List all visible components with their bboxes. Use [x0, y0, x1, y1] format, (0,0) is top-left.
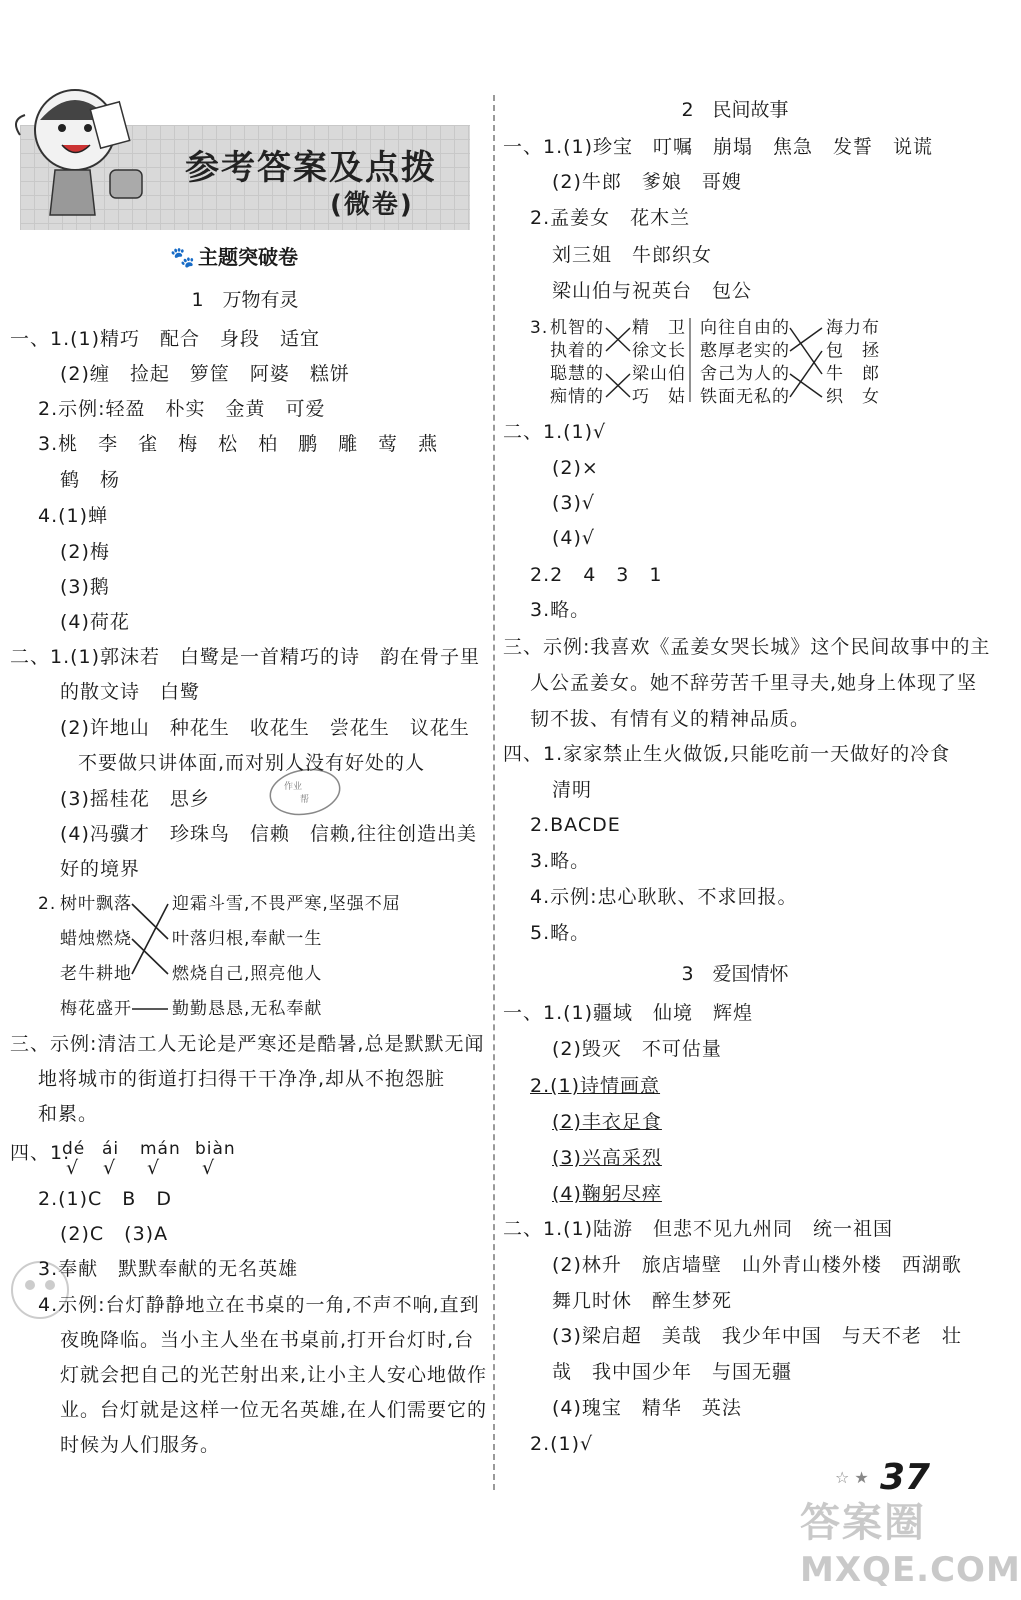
answer-line: 灯就会把自己的光芒射出来,让小主人安心地做作	[60, 1364, 488, 1386]
match-b-left: 舍己为人的	[700, 364, 790, 384]
answer-line: 二、1.(1)√	[503, 421, 607, 443]
match-b-right: 海力布	[826, 318, 880, 338]
answer-line: 3.略。	[530, 850, 591, 872]
match-a-right: 徐文长	[632, 341, 686, 361]
match-b-right: 包 拯	[826, 341, 880, 361]
answer-line: 韧不拔、有情有义的精神品质。	[530, 708, 811, 730]
match-number: 3.	[530, 318, 549, 338]
answer-line: 鹤 杨	[60, 469, 121, 491]
star-decoration-icon: ☆ ★	[835, 1468, 869, 1487]
answer-line: 3.桃 李 雀 梅 松 柏 鹏 雕 莺 燕	[38, 433, 439, 455]
answer-line: 一、1.(1)疆域 仙境 辉煌	[503, 1002, 754, 1024]
pinyin-item: dé	[62, 1139, 86, 1159]
answer-line: (4)√	[552, 527, 596, 549]
answer-line: (3)梁启超 美哉 我少年中国 与天不老 壮	[552, 1325, 962, 1347]
match-a-left: 机智的	[550, 318, 604, 338]
answer-line: 三、示例:我喜欢《孟姜女哭长城》这个民间故事中的主	[503, 636, 991, 658]
answer-line: 地将城市的街道打扫得干干净净,却从不抱怨脏	[38, 1068, 446, 1090]
answer-line: 4.示例:忠心耿耿、不求回报。	[530, 886, 798, 908]
answer-line: 舞几时休 醉生梦死	[552, 1290, 733, 1312]
answer-line: (2)缠 捡起 箩筐 阿婆 糕饼	[60, 363, 350, 385]
match-a-right: 精 卫	[632, 318, 686, 338]
watermark-url: MXQE.COM	[800, 1550, 1021, 1590]
answer-line: (2)梅	[60, 541, 110, 563]
answer-line: (2)C (3)A	[60, 1223, 169, 1245]
match-a-left: 聪慧的	[550, 364, 604, 384]
section-title: 主题突破卷	[198, 245, 298, 269]
answer-line: 刘三姐 牛郎织女	[552, 244, 713, 266]
pinyin-item: mán	[140, 1139, 181, 1159]
answer-line: 时候为人们服务。	[60, 1434, 221, 1456]
match-right-item: 叶落归根,奉献一生	[172, 929, 323, 949]
answer-line: 夜晚降临。当小主人坐在书桌前,打开台灯时,台	[60, 1329, 475, 1351]
answer-line: (3)√	[552, 492, 596, 514]
check-mark: √	[103, 1157, 117, 1179]
match-a-right: 巧 姑	[632, 387, 686, 407]
answer-line: 人公孟姜女。她不辞劳苦千里寻夫,她身上体现了坚	[530, 672, 978, 694]
answer-line: (2)×	[552, 457, 599, 479]
pinyin-item: ái	[102, 1139, 120, 1159]
match-a-left: 执着的	[550, 341, 604, 361]
answer-line: 3.略。	[530, 599, 591, 621]
match-b-left: 憨厚老实的	[700, 341, 790, 361]
match-right-item: 勤勤恳恳,无私奉献	[172, 999, 323, 1019]
answer-line: 5.略。	[530, 922, 591, 944]
answer-line: (3)鹅	[60, 576, 110, 598]
stamp-text: 帮	[300, 795, 310, 805]
answer-line: (2)许地山 种花生 收花生 尝花生 议花生	[60, 717, 470, 739]
pinyin-item: biàn	[195, 1139, 236, 1159]
answer-line: (2)林升 旅店墙壁 山外青山楼外楼 西湖歌	[552, 1254, 962, 1276]
answer-line: 2.(1)√	[530, 1433, 594, 1455]
stamp-text: 作业	[284, 782, 303, 792]
answer-line: 的散文诗 白鹭	[60, 681, 201, 703]
answer-line: 4.(1)蝉	[38, 505, 109, 527]
chapter-heading: 1 万物有灵	[191, 289, 299, 311]
answer-line: (3)摇桂花 思乡	[60, 788, 210, 810]
page-number: 37	[880, 1457, 931, 1498]
answer-line: 4.示例:台灯静静地立在书桌的一角,不声不响,直到	[38, 1294, 480, 1316]
check-mark: √	[66, 1157, 80, 1179]
pinyin-prefix: 四、1.	[10, 1142, 71, 1164]
answer-line: 一、1.(1)精巧 配合 身段 适宜	[10, 328, 321, 350]
answer-line: 2.BACDE	[530, 814, 621, 836]
answer-line: (2)毁灭 不可估量	[552, 1038, 722, 1060]
answer-line: 3.奉献 默默奉献的无名英雄	[38, 1258, 299, 1280]
answer-line: (2)牛郎 爹娘 哥嫂	[552, 171, 742, 193]
answer-line: 2.(1)C B D	[38, 1188, 172, 1210]
page-subtitle: (微卷)	[330, 190, 414, 220]
answer-line: (4)荷花	[60, 611, 130, 633]
answer-line: (4)鞠躬尽瘁	[552, 1183, 662, 1205]
answer-line: 好的境界	[60, 858, 141, 880]
match-right-item: 迎霜斗雪,不畏严寒,坚强不屈	[172, 894, 401, 914]
check-mark: √	[202, 1157, 216, 1179]
answer-line: 不要做只讲体面,而对别人没有好处的人	[78, 752, 426, 774]
match-right-item: 燃烧自己,照亮他人	[172, 964, 323, 984]
answer-line: 梁山伯与祝英台 包公	[552, 280, 753, 302]
match-left-item: 老牛耕地	[60, 964, 132, 984]
match-b-left: 向往自由的	[700, 318, 790, 338]
match-a-right: 梁山伯	[632, 364, 686, 384]
answer-line: 二、1.(1)郭沫若 白鹭是一首精巧的诗 韵在骨子里	[10, 646, 481, 668]
answer-line: 三、示例:清洁工人无论是严寒还是酷暑,总是默默无闻	[10, 1033, 485, 1055]
answer-line: 2.示例:轻盈 朴实 金黄 可爱	[38, 398, 326, 420]
answer-line: 一、1.(1)珍宝 叮嘱 崩塌 焦急 发誓 说谎	[503, 136, 934, 158]
answer-line: 业。台灯就是这样一位无名英雄,在人们需要它的	[60, 1399, 488, 1421]
match-b-right: 织 女	[826, 387, 880, 407]
answer-line: 和累。	[38, 1103, 99, 1125]
answer-line: 2.(1)诗情画意	[530, 1075, 661, 1097]
match-number: 2.	[38, 894, 57, 914]
answer-line: 2.2 4 3 1	[530, 564, 663, 586]
chapter-heading: 3 爱国情怀	[681, 963, 789, 985]
answer-line: 清明	[552, 779, 593, 801]
match-left-item: 梅花盛开	[60, 999, 132, 1019]
page-title: 参考答案及点拨	[185, 148, 437, 188]
match-b-right: 牛 郎	[826, 364, 880, 384]
answer-line: (2)丰衣足食	[552, 1111, 662, 1133]
paw-icon: 🐾	[170, 245, 195, 269]
match-left-item: 蜡烛燃烧	[60, 929, 132, 949]
watermark-logo: 答案圈	[800, 1500, 926, 1546]
answer-line: 哉 我中国少年 与国无疆	[552, 1361, 793, 1383]
answer-line: 四、1.家家禁止生火做饭,只能吃前一天做好的冷食	[503, 743, 951, 765]
answer-line: 二、1.(1)陆游 但悲不见九州同 统一祖国	[503, 1218, 894, 1240]
match-a-left: 痴情的	[550, 387, 604, 407]
answer-line: (4)瑰宝 精华 英法	[552, 1397, 742, 1419]
answer-line: (3)兴高采烈	[552, 1147, 662, 1169]
answer-line: (4)冯骥才 珍珠鸟 信赖 信赖,往往创造出美	[60, 823, 477, 845]
check-mark: √	[147, 1157, 161, 1179]
answer-line: 2.孟姜女 花木兰	[530, 207, 691, 229]
match-left-item: 树叶飘落	[60, 894, 132, 914]
match-b-left: 铁面无私的	[700, 387, 790, 407]
chapter-heading: 2 民间故事	[681, 99, 789, 121]
